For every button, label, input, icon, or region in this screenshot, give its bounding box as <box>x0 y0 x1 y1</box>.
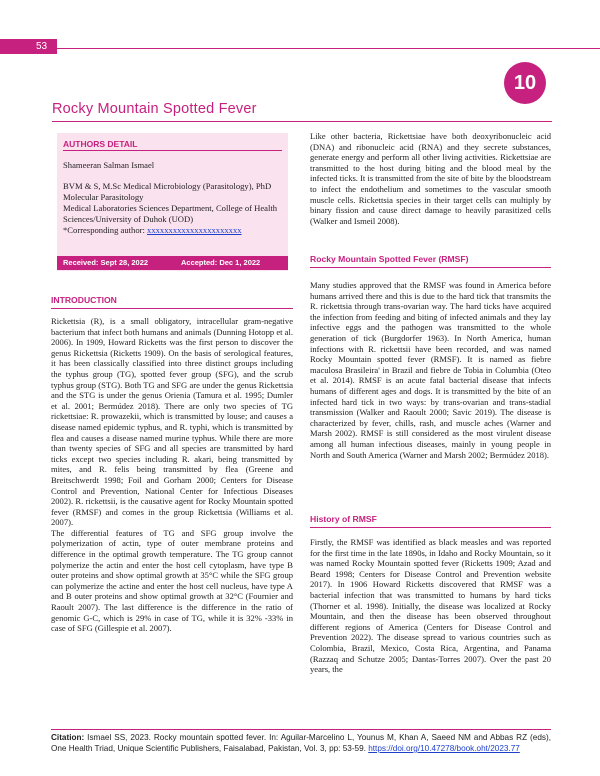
section-heading-introduction: INTRODUCTION <box>51 295 117 305</box>
right-column-bottom <box>310 537 551 675</box>
rmsf-paragraph: Many studies approved that the RMSF was found in America before humans arrived there and this is due to the hard tick that transmits the R. rickettsia through trans-ovarian way. The hard ticks have acquired the infection from feeding and biting of infected animals and they lay infective eggs and the pathogen was transmitted to the whole generation of tick (Burgdorfer 1963). In North America, human infections with R. rickettsii have been recorded, and was named Rocky Mountain spotted fever (RMSF). It is named as fiebre maculosa Brasileira' in Brazil and fiebre de Tobia in Columbia (Oteo et al. 2014). RMSF is an acute fatal bacterial disease that infects humans of different ages and dogs. It is transmitted by the bite of an infected hard tick in two ways: by trans-ovarian and trans-stadial transmission (Walker and Raoult 2000; Savic 2019). The disease is characterized by fever, chills, rash, and muscle aches (Warner and Marsh 2002). RMSF is still considered as the most virulent disease among all human infectious diseases, mainly in young people in North and South America (Warner and Marsh 2002; Bermúdez 2018). <box>310 280 551 460</box>
intro-paragraph-2: The differential features of TG and SFG group involve the polymerization of actin, type of outer membrane proteins and difference in the optimal growth temperature. The TG group cannot polymerize the actin and enter the host cell cytoplasm, have type B outer proteins and show optimal growth at 35°C while the SFG group can polymerize the actine and enter the host cell nucleus, have type A and B outer proteins and show optimal growth at 32°C (Fournier and Raoult 2007). The last difference is the difference in the ratio of genomic G-C, which is 29% in case of TG, while it is 32% -33% in case of SFG (Gillespie et al. 2007). <box>51 527 293 634</box>
rmsf-rule <box>310 267 551 268</box>
header-rule <box>57 48 600 49</box>
author-affiliation: Medical Laboratories Sciences Department, College of Health Sciences/University of Duhok (UOD) <box>63 203 278 224</box>
right-column-top <box>310 131 551 226</box>
corresponding-email-link[interactable]: xxxxxxxxxxxxxxxxxxxxxx <box>147 225 242 235</box>
section-heading-rmsf: Rocky Mountain Spotted Fever (RMSF) <box>310 254 469 264</box>
citation-label: Citation: <box>51 733 85 742</box>
title-rule <box>52 121 552 122</box>
introduction-rule <box>51 308 293 309</box>
corresponding-author <box>63 225 282 236</box>
author-details-box <box>57 133 288 271</box>
author-degree: BVM & S, M.Sc Medical Microbiology (Parasitology), PhD Molecular Parasitology <box>63 181 272 202</box>
citation-rule <box>51 729 551 730</box>
chapter-title: Rocky Mountain Spotted Fever <box>52 101 257 117</box>
citation-block <box>51 732 551 754</box>
left-column <box>51 316 293 634</box>
bacteria-paragraph: Like other bacteria, Rickettsiae have both deoxyribonucleic acid (DNA) and ribonucleic acid (RNA) and they secrete substances, generate energy and perform all other living activities. Rickettsiae are transmitted to the host during biting and the blood meal by the infected ticks. It is transmitted from the site of bite by the bloodstream to infect the endothelium and sometimes to the vascular smooth muscle cells. Rickettsia species in their target cells can multiply by binary fission and cause direct damage to heavily parasitized cells (Walker and Ismeil 2008). <box>310 131 551 226</box>
chapter-number-badge: 10 <box>504 62 546 104</box>
history-rule <box>310 527 551 528</box>
page-number: 53 <box>0 39 57 54</box>
intro-paragraph-1: Rickettsia (R), is a small obligatory, intracellular gram-negative bacterium that infect both humans and animals (Dunning Hotopp et al. 2006). In 1909, Howard Ricketts was the first person to discover the genus Rickettsia (Ricketts 1909). On the basis of serological features, it has been classically classified into three distinct groups including the typhus group (TG), spotted fever group (SFG), and the scrub typhus group (STG). Both TG and SFG are under the genus Rickettsia and the STG is under the genus Orienia (Tamura et al. 1995; Dumler et al. 2001; Bermúdez 2018). There are only two species of TG rickettsiae: R. prowazekii, which is transmitted by louse; and causes a disease named epidemic typhus, and R. typhi, which is transmitted by flea and causes a disease named murine typhus. While there are more than twenty species of SFG and all species are transmitted by hard ticks except two species including R. akari, being transmitted by mites, and R. felis being transmitted by flea (Greene and Breitschwerdt 1998; Foil and Gorham 2000; Centers for Disease Control and Prevention, National Center for Infectious Diseases 2002). R. rickettsii, is the causative agent for Rocky Mountain spotted fever (RMSF) and comes in the group Rickettsia (Williams et al. 2007). <box>51 316 293 528</box>
corresponding-label: *Corresponding author: <box>63 225 148 235</box>
author-name: Shameeran Salman Ismael <box>63 160 155 170</box>
right-column-middle <box>310 280 551 460</box>
received-date: Received: Sept 28, 2022 <box>63 258 149 267</box>
citation-doi-link[interactable]: https://doi.org/10.47278/book.oht/2023.77 <box>368 744 520 753</box>
dates-bar <box>57 256 288 270</box>
accepted-date: Accepted: Dec 1, 2022 <box>181 258 261 267</box>
section-heading-history: History of RMSF <box>310 514 377 524</box>
author-box-heading: AUTHORS DETAIL <box>63 139 138 149</box>
citation-text: Ismael SS, 2023. Rocky mountain spotted fever. In: Aguilar-Marcelino L, Younus M, Khan A, Saeed NM and Abbas RZ (eds), One Health Triad, Unique Scientific Publishers, Faisalabad, Pakistan, Vol. 3, pp: 53-59. <box>51 733 551 753</box>
history-paragraph: Firstly, the RMSF was identified as black measles and was reported for the first time in the late 1890s, in Idaho and Rocky Mountain, so it was named Rocky Mountain spotted fever (Ricketts 1909; Azad and Beard 1998; Centers for Disease Control and Prevention website 2017). In 1906 Howard Ricketts discovered that RMSF was a bacterial infection that was transmitted to humans by hard ticks (Thorner et al. 1998). Initially, the disease was localized at Rocky Mountain, and then the disease has been observed throughout different regions of America (Centers for Disease Control and Prevention 2022). The disease spread to various countries such as Colombia, Brazil, Mexico, Costa Rica, Argentina, and Panama (Razzaq and Schutze 2005; Dantas-Torres 2007). Over the past 20 years, the <box>310 537 551 675</box>
